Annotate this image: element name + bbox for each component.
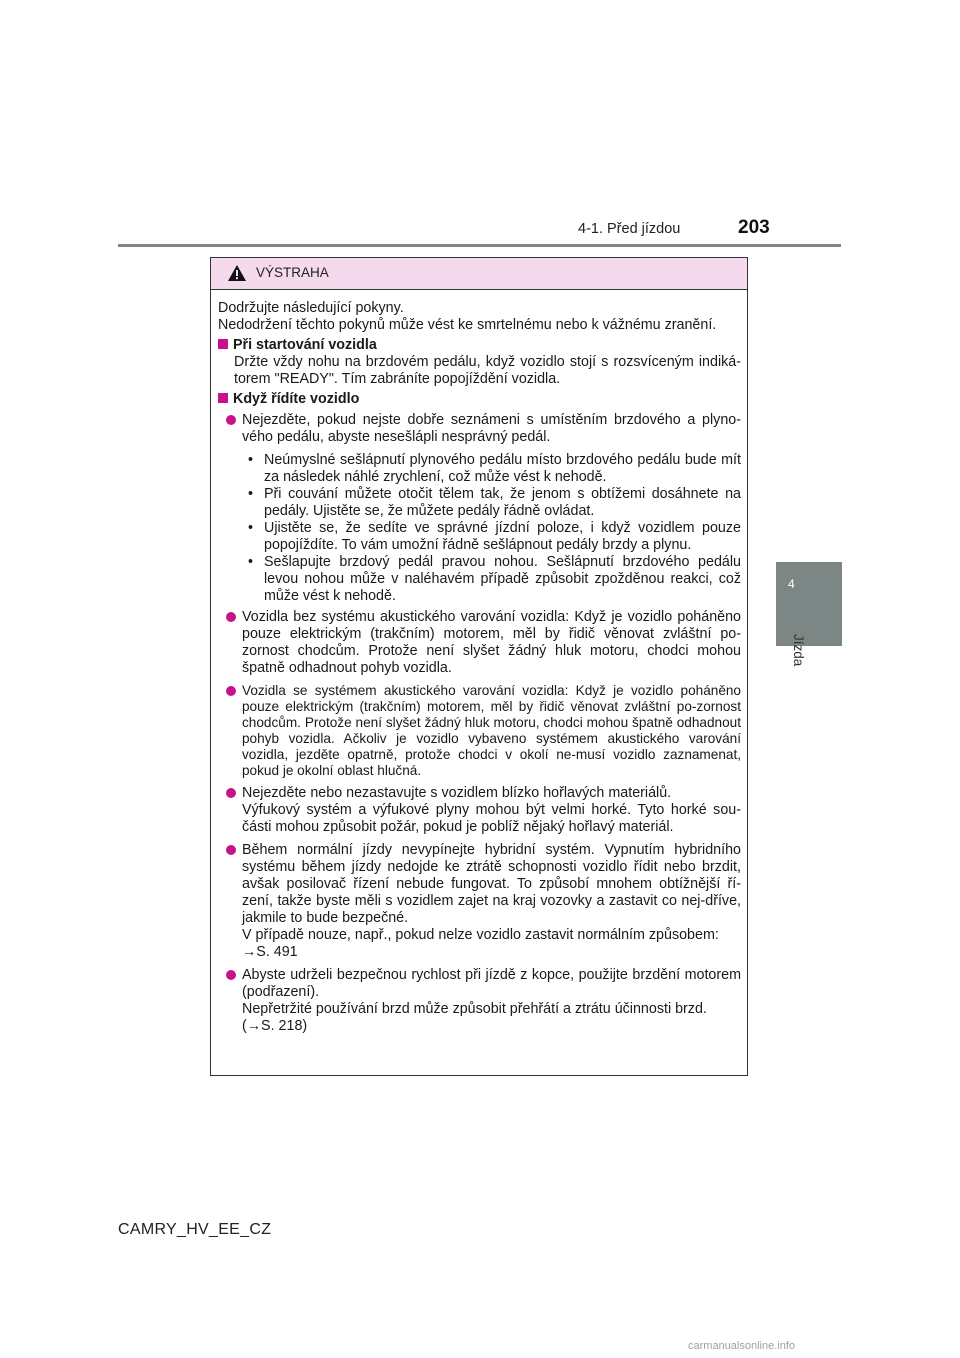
- circle-bullet-icon: [226, 686, 236, 696]
- sub-list-item: [248, 520, 741, 554]
- warning-intro-2: Nedodržení těchto pokynů může vést ke smrtelnému nebo k vážnému zranění.: [218, 317, 717, 333]
- warning-intro-1: Dodržujte následující pokyny.: [218, 300, 404, 316]
- page-number: 203: [738, 217, 770, 238]
- warning-body: [211, 290, 747, 1035]
- chapter-label: Jízda: [791, 634, 806, 667]
- document-code: CAMRY_HV_EE_CZ: [118, 1221, 272, 1238]
- list-item-text: [242, 785, 741, 836]
- section-heading-starting: [218, 337, 741, 354]
- section-heading-text: Když řídíte vozidlo: [233, 391, 360, 407]
- section-heading-driving: [218, 391, 741, 408]
- warning-title: VÝSTRAHA: [256, 265, 329, 280]
- list-item-text: [242, 967, 741, 1035]
- watermark: carmanualsonline.info: [688, 1340, 796, 1352]
- sub-list-item-text: Sešlapujte brzdový pedál pravou nohou. Sešlápnutí brzdového pedálu levou nohou může v naléhavém případě způsobit zpožděnou reakci, což může vést k nehodě.: [264, 554, 741, 604]
- list-item-text: Vozidla bez systému akustického varování vozidla: Když je vozidlo poháněno pouze elektrickým (trakčním) motorem, měl by řidič věnovat zvláštní po-zornost chodcům. Protože není slyšet žádný hluk motoru, chodci mohou špatně odhadnout pohyb vozidla.: [242, 609, 741, 676]
- dot-bullet-icon: •: [248, 486, 254, 502]
- section-title: 4-1. Před jízdou: [578, 221, 681, 237]
- circle-bullet-icon: [226, 788, 236, 798]
- list-item-line: V případě nouze, např., pokud nelze vozidlo zastavit normálním způsobem:: [242, 927, 719, 943]
- circle-bullet-icon: [226, 845, 236, 855]
- circle-bullet-icon: [226, 415, 236, 425]
- sub-list-item-text: Neúmyslné sešlápnutí plynového pedálu místo brzdového pedálu bude mít za následek náhlé zrychlení, což může vést k nehodě.: [264, 452, 741, 485]
- dot-bullet-icon: •: [248, 520, 254, 536]
- sub-list-item-text: Při couvání můžete otočit tělem tak, že jenom s obtížemi dosáhnete na pedály. Ujistěte se, že můžete pedály řádně ovládat.: [264, 486, 741, 519]
- sub-list-item-text: Ujistěte se, že sedíte ve správné jízdní poloze, i když vozidlem pouze popojíždíte. To vám umožní řádně sešlápnout pedály brzdy a plynu.: [264, 520, 741, 553]
- list-item-line: Nepřetržité používání brzd může způsobit přehřátí a ztrátu účinnosti brzd.: [242, 1001, 707, 1017]
- list-item: [218, 967, 741, 1035]
- page-reference: (→S. 218): [242, 1018, 308, 1034]
- list-item-text: Nejezděte, pokud nejste dobře seznámeni s umístěním brzdového a plyno-vého pedálu, abyste nesešlápli nesprávný pedál.: [242, 412, 741, 445]
- section-text-starting: Držte vždy nohu na brzdovém pedálu, když vozidlo stojí s rozsvíceným indiká-torem "READY". Tím zabráníte popojíždění vozidla.: [234, 354, 741, 387]
- warning-header: [211, 258, 747, 290]
- sub-list-item: [248, 554, 741, 605]
- section-heading-text: Při startování vozidla: [233, 337, 377, 353]
- circle-bullet-icon: [226, 612, 236, 622]
- dot-bullet-icon: •: [248, 452, 254, 468]
- list-item: [218, 683, 741, 779]
- warning-triangle-icon: [227, 264, 247, 282]
- sub-list-item: [248, 486, 741, 520]
- list-item-text: [242, 842, 741, 961]
- list-item: [218, 842, 741, 961]
- square-bullet-icon: [218, 339, 228, 349]
- chapter-number: 4: [788, 577, 795, 591]
- square-bullet-icon: [218, 393, 228, 403]
- list-item-line: Abyste udrželi bezpečnou rychlost při jízdě z kopce, použijte brzdění motorem (podřazení).: [242, 967, 741, 1000]
- chapter-tab: [776, 562, 842, 646]
- list-item-text: Vozidla se systémem akustického varování vozidla: Když je vozidlo poháněno pouze elektrickým (trakčním) motorem, měl by řidič věnovat zvláštní po-zornost chodcům. Protože není slyšet žádný hluk motoru, chodci mohou špatně odhadnout pohyb vozidla. Ačkoliv je vozidlo vybaveno systémem akustického varování vozidla, jezděte opatrně, protože chodci v okolí ne-musí vozidlo zaznamenat, pokud je okolní oblast hlučná.: [242, 683, 741, 778]
- dot-bullet-icon: •: [248, 554, 254, 570]
- warning-box: [210, 257, 748, 1076]
- page-reference: →S. 491: [242, 944, 298, 960]
- list-item-line: Nejezděte nebo nezastavujte s vozidlem blízko hořlavých materiálů.: [242, 785, 672, 801]
- circle-bullet-icon: [226, 970, 236, 980]
- list-item: [218, 412, 741, 446]
- list-item-line: Výfukový systém a výfukové plyny mohou být velmi horké. Tyto horké sou-části mohou způsobit požár, pokud je poblíž nějaký hořlavý materiál.: [242, 802, 741, 835]
- list-item: [218, 785, 741, 836]
- list-item: [218, 609, 741, 677]
- sub-list-item: [248, 452, 741, 486]
- list-item-line: Během normální jízdy nevypínejte hybridní systém. Vypnutím hybridního systému během jízdy nedojde ke ztrátě schopnosti vozidlo řídit nebo brzdit, avšak posilovač řízení nebude fungovat. To způsobí mnohem obtížnější ří-zení, takže byste měli s vozidlem zajet na kraj vozovky a zastavit co nej-dříve, jakmile to bude bezpečné.: [242, 842, 741, 926]
- header-divider: [118, 244, 841, 247]
